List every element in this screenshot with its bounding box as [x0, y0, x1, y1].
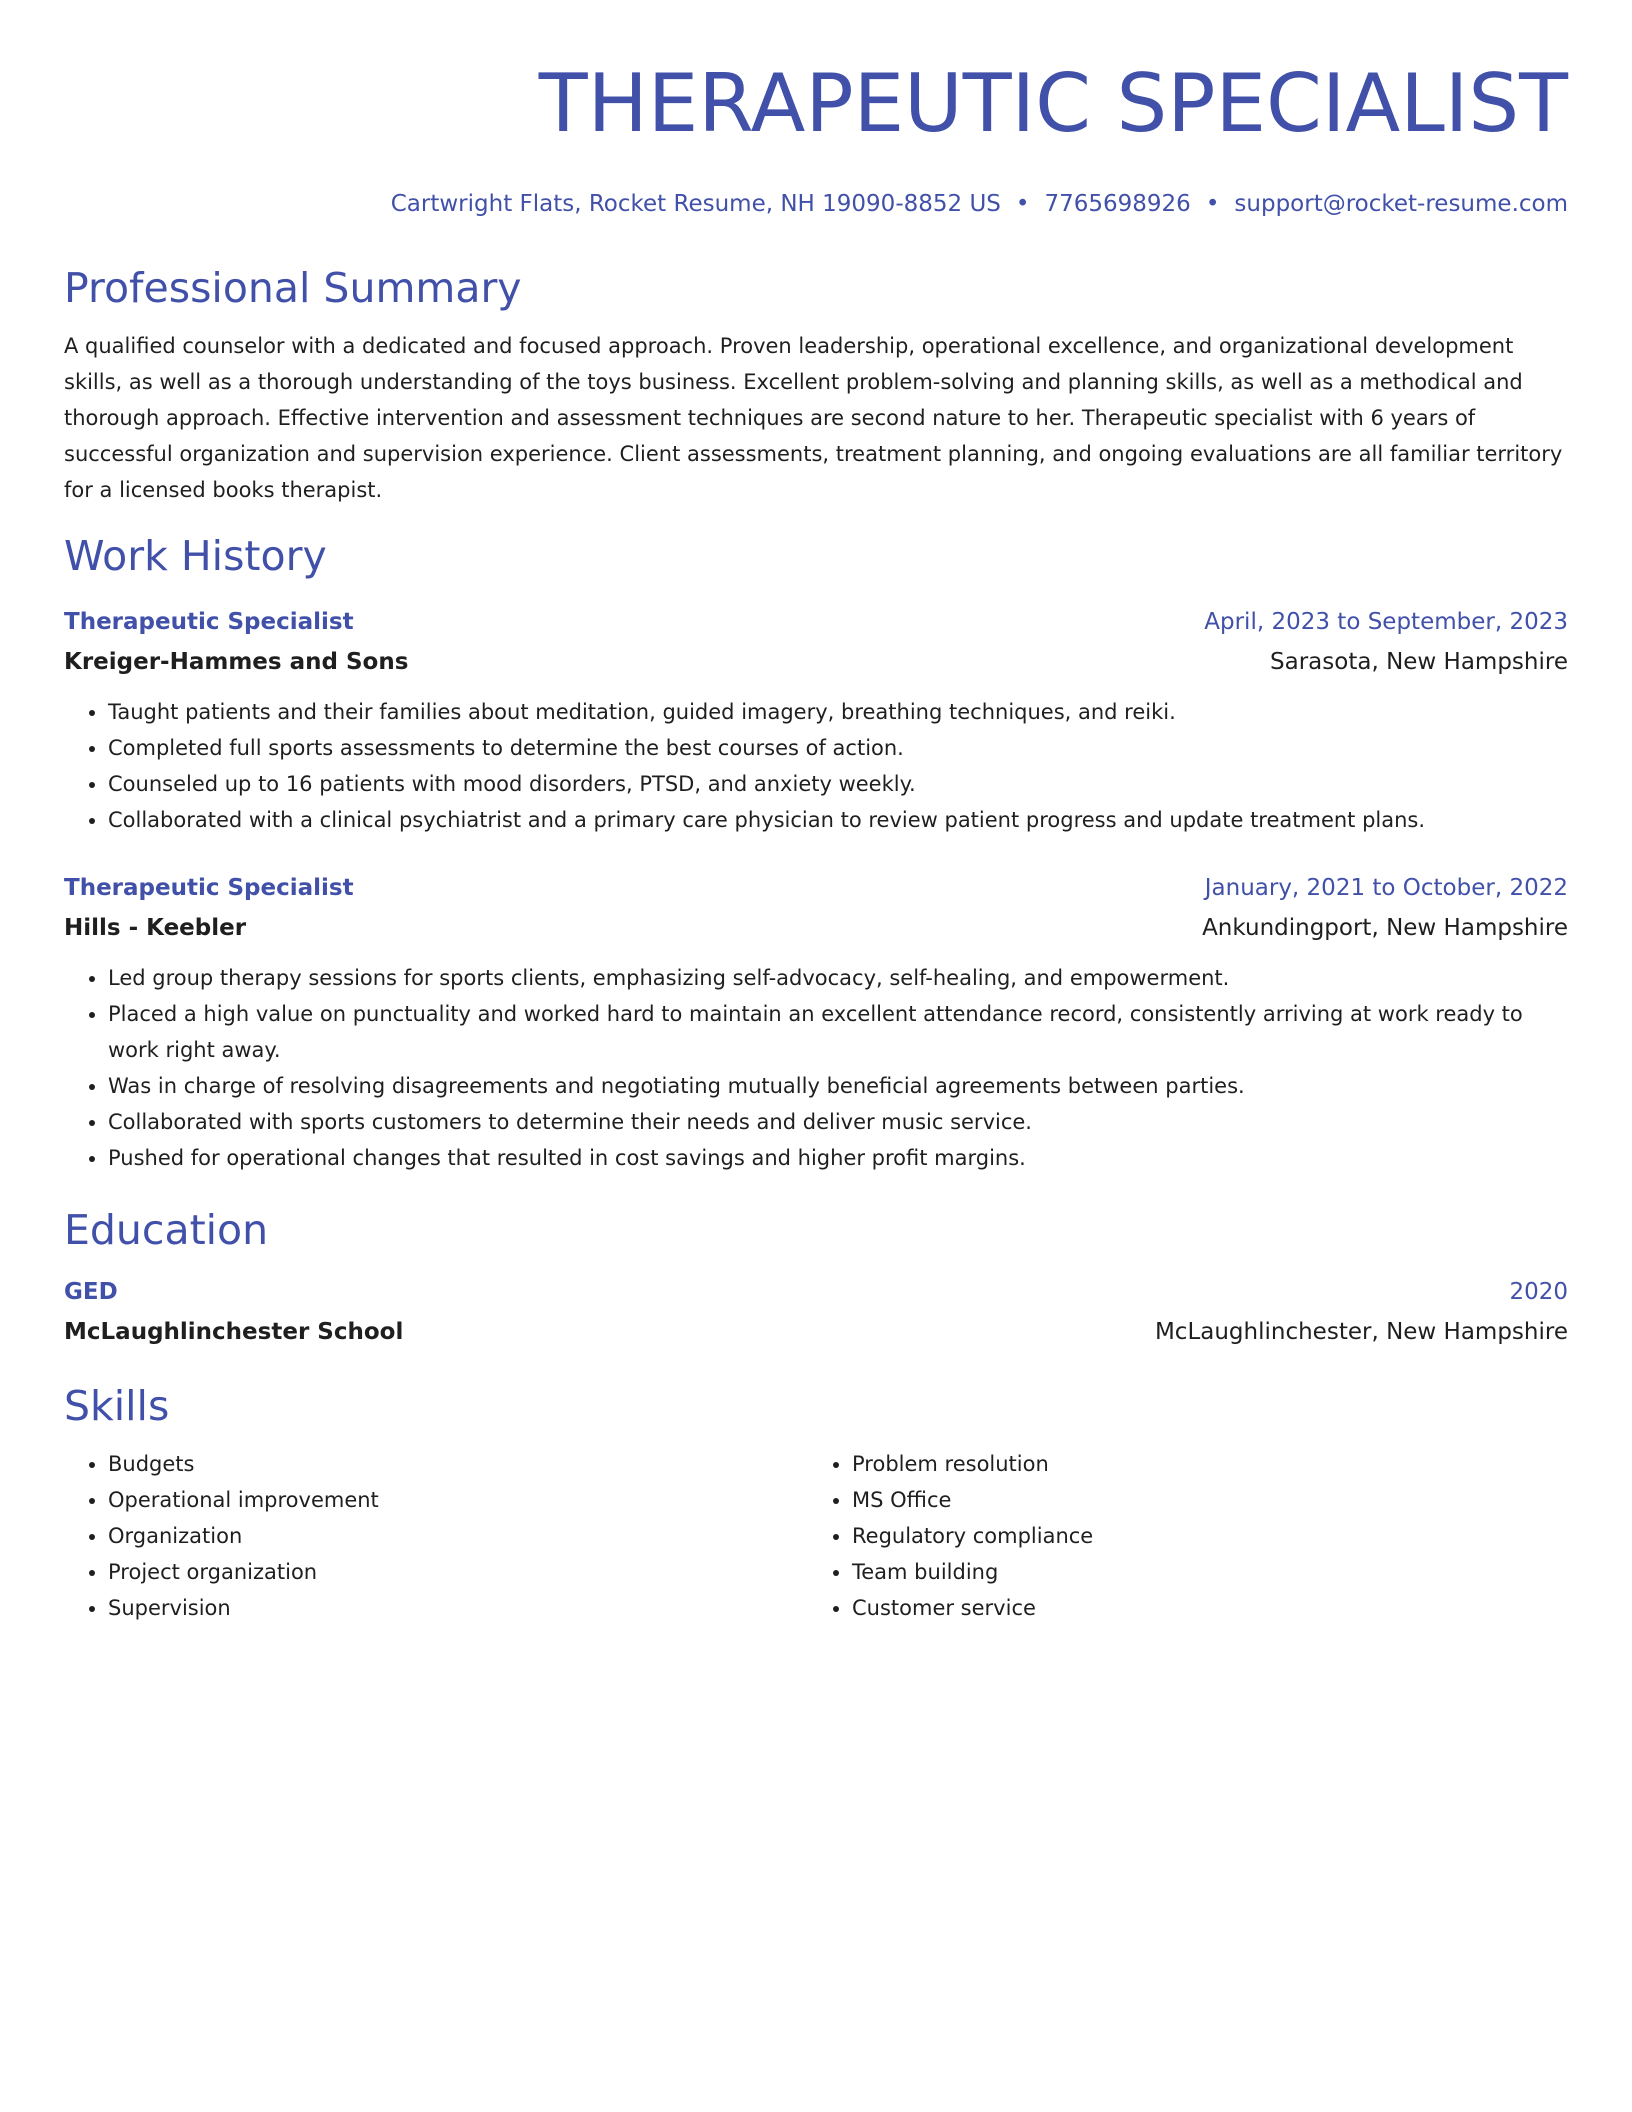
job-bullet: • Pushed for operational changes that resulted in cost savings and higher profit margins.: [108, 1140, 1568, 1176]
job-bullet: • Taught patients and their families about meditation, guided imagery, breathing techniques, and reiki.: [108, 694, 1568, 730]
contact-address: Cartwright Flats, Rocket Resume, NH 19090-8852 US: [390, 191, 1001, 217]
job-company: Hills - Keebler: [64, 915, 247, 941]
skills-column-right: [808, 1446, 1568, 1626]
education-school-row: [64, 1312, 1568, 1352]
summary-text: A qualified counselor with a dedicated and focused approach. Proven leadership, operational excellence, and organizational development skills, as well as a thorough understanding of the toys business. Excellent problem-solving and planning skills, as well as a methodical and thorough approach. Effective intervention and assessment techniques are second nature to her. Therapeutic specialist with 6 years of successful organization and supervision experience. Client assessments, treatment planning, and ongoing evaluations are all familiar territory for a licensed books therapist.: [64, 334, 1563, 502]
education-degree: GED: [64, 1279, 118, 1305]
contact-line: [64, 186, 1568, 222]
job-bullet: • Collaborated with a clinical psychiatrist and a primary care physician to review patient progress and update treatment plans.: [108, 802, 1568, 838]
contact-email: support@rocket-resume.com: [1234, 191, 1568, 217]
job-entry: [64, 602, 1568, 838]
education-year: 2020: [1509, 1279, 1568, 1305]
education-location: McLaughlinchester, New Hampshire: [1154, 1319, 1568, 1345]
job-entry: [64, 868, 1568, 1176]
skill-item: • Organization: [108, 1518, 808, 1554]
section-title-summary: Professional Summary: [64, 264, 522, 312]
skill-item: • Supervision: [108, 1590, 808, 1626]
job-header-row: [64, 868, 1568, 908]
contact-phone: 7765698926: [1044, 191, 1191, 217]
section-title-work-history: Work History: [64, 532, 327, 580]
skill-item: • Project organization: [108, 1554, 808, 1590]
skill-item: • Regulatory compliance: [852, 1518, 1568, 1554]
skills-column-left: [64, 1446, 808, 1626]
job-company-row: [64, 642, 1568, 682]
skills-list: [64, 1446, 1568, 1626]
job-dates: January, 2021 to October, 2022: [1204, 875, 1568, 901]
job-dates: April, 2023 to September, 2023: [1204, 609, 1568, 635]
job-company-row: [64, 908, 1568, 948]
job-bullet: • Completed full sports assessments to determine the best courses of action.: [108, 730, 1568, 766]
contact-separator: •: [1015, 191, 1030, 217]
skill-item: • Budgets: [108, 1446, 808, 1482]
resume-name: THERAPEUTIC SPECIALIST: [538, 57, 1568, 150]
job-location: Ankundingport, New Hampshire: [1202, 915, 1568, 941]
skill-item: • Customer service: [852, 1590, 1568, 1626]
job-role: Therapeutic Specialist: [64, 875, 354, 901]
skill-item: • MS Office: [852, 1482, 1568, 1518]
job-bullets: [64, 960, 1568, 1176]
job-bullet: • Collaborated with sports customers to determine their needs and deliver music service.: [108, 1104, 1568, 1140]
job-location: Sarasota, New Hampshire: [1270, 649, 1568, 675]
skill-item: • Problem resolution: [852, 1446, 1568, 1482]
job-header-row: [64, 602, 1568, 642]
job-bullet: • Led group therapy sessions for sports clients, emphasizing self-advocacy, self-healing, and empowerment.: [108, 960, 1568, 996]
job-bullet: • Placed a high value on punctuality and worked hard to maintain an excellent attendance record, consistently arriving at work ready to work right away.: [108, 996, 1568, 1068]
resume-page: [64, 0, 1568, 1626]
job-bullet: • Was in charge of resolving disagreements and negotiating mutually beneficial agreements between parties.: [108, 1068, 1568, 1104]
contact-separator: •: [1205, 191, 1220, 217]
skill-item: • Operational improvement: [108, 1482, 808, 1518]
job-bullet: • Counseled up to 16 patients with mood disorders, PTSD, and anxiety weekly.: [108, 766, 1568, 802]
education-header-row: [64, 1272, 1568, 1312]
education-entry: [64, 1272, 1568, 1352]
skill-item: • Team building: [852, 1554, 1568, 1590]
education-school: McLaughlinchester School: [64, 1319, 404, 1345]
job-bullets: [64, 694, 1568, 838]
job-role: Therapeutic Specialist: [64, 609, 354, 635]
section-title-skills: Skills: [64, 1382, 170, 1430]
job-company: Kreiger-Hammes and Sons: [64, 649, 409, 675]
section-title-education: Education: [64, 1206, 269, 1254]
